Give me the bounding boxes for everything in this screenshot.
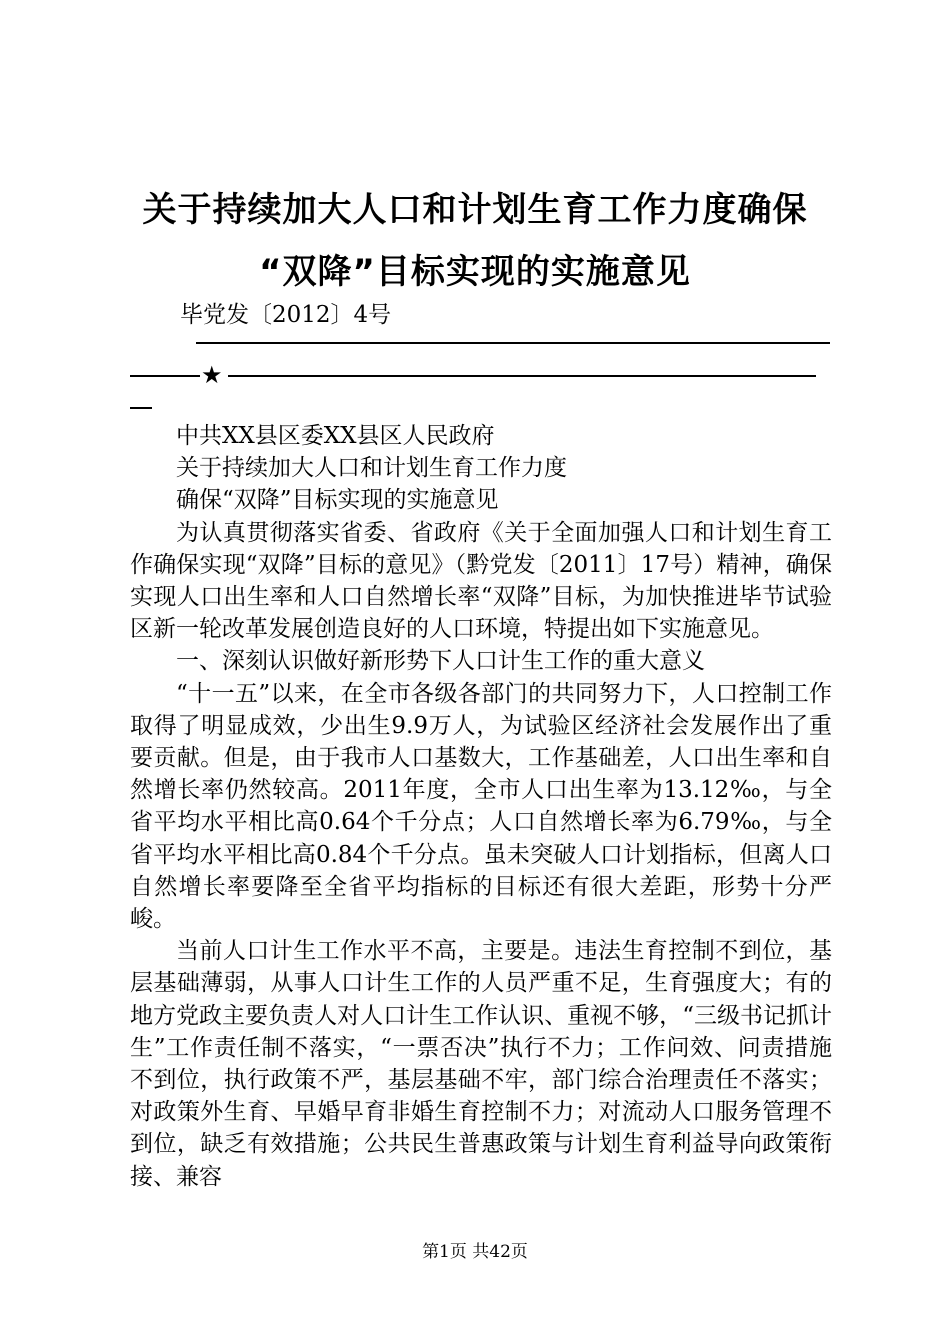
section-heading: 一、深刻认识做好新形势下人口计生工作的重大意义 [176, 648, 705, 675]
separator-rule-top [196, 342, 830, 344]
separator-rule-right [228, 375, 816, 377]
body-paragraph: 为认真贯彻落实省委、省政府《关于全面加强人口和计划生育工作确保实现“双降”目标的意见》（黔党发〔2011〕17号）精神，确保实现人口出生率和人口自然增长率“双降”目标，为加快推进毕节试验区新一轮改革发展创造良好的人口环境，特提出如下实施意见。 [130, 519, 832, 643]
issuer-line: 中共XX县区委XX县区人民政府 [176, 423, 495, 449]
body-paragraph: “十一五”以来，在全市各级各部门的共同努力下，人口控制工作取得了明显成效，少出生9.9万人，为试验区经济社会发展作出了重要贡献。但是，由于我市人口基数大，工作基础差，人口出生率和自然增长率仍然较高。2011年度，全市人口出生率为13.12‰，与全省平均水平相比高0.64个千分点；人口自然增长率为6.79‰，与全省平均水平相比高0.84个千分点。虽未突破人口计划指标，但离人口自然增长率要降至全省平均指标的目标还有很大差距，形势十分严峻。 [130, 680, 832, 933]
body-paragraph: 当前人口计生工作水平不高，主要是。违法生育控制不到位，基层基础薄弱，从事人口计生工作的人员严重不足，生育强度大；有的地方党政主要负责人对人口计生工作认识、重视不够，“三级书记抓计生”工作责任制不落实，“一票否决”执行不力；工作问效、问责措施不到位，执行政策不严，基层基础不牢，部门综合治理责任不落实；对政策外生育、早婚早育非婚生育控制不力；对流动人口服务管理不到位，缺乏有效措施；公共民生普惠政策与计划生育利益导向政策衔接、兼容 [130, 938, 832, 1190]
document-number: 毕党发〔2012〕4号 [180, 302, 392, 328]
page-footer: 第1页 共42页 [422, 1242, 528, 1262]
document-title-line-2: “双降”目标实现的实施意见 [259, 252, 691, 292]
document-body [130, 420, 832, 1193]
document-title-line-1: 关于持续加大人口和计划生育工作力度确保 [142, 190, 808, 230]
subtitle-line-2: 确保“双降”目标实现的实施意见 [176, 487, 499, 514]
separator-rule-left [130, 375, 200, 377]
star-icon: ★ [201, 361, 223, 389]
subtitle-line-1: 关于持续加大人口和计划生育工作力度 [176, 455, 567, 482]
separator-rule-tail [130, 407, 152, 409]
